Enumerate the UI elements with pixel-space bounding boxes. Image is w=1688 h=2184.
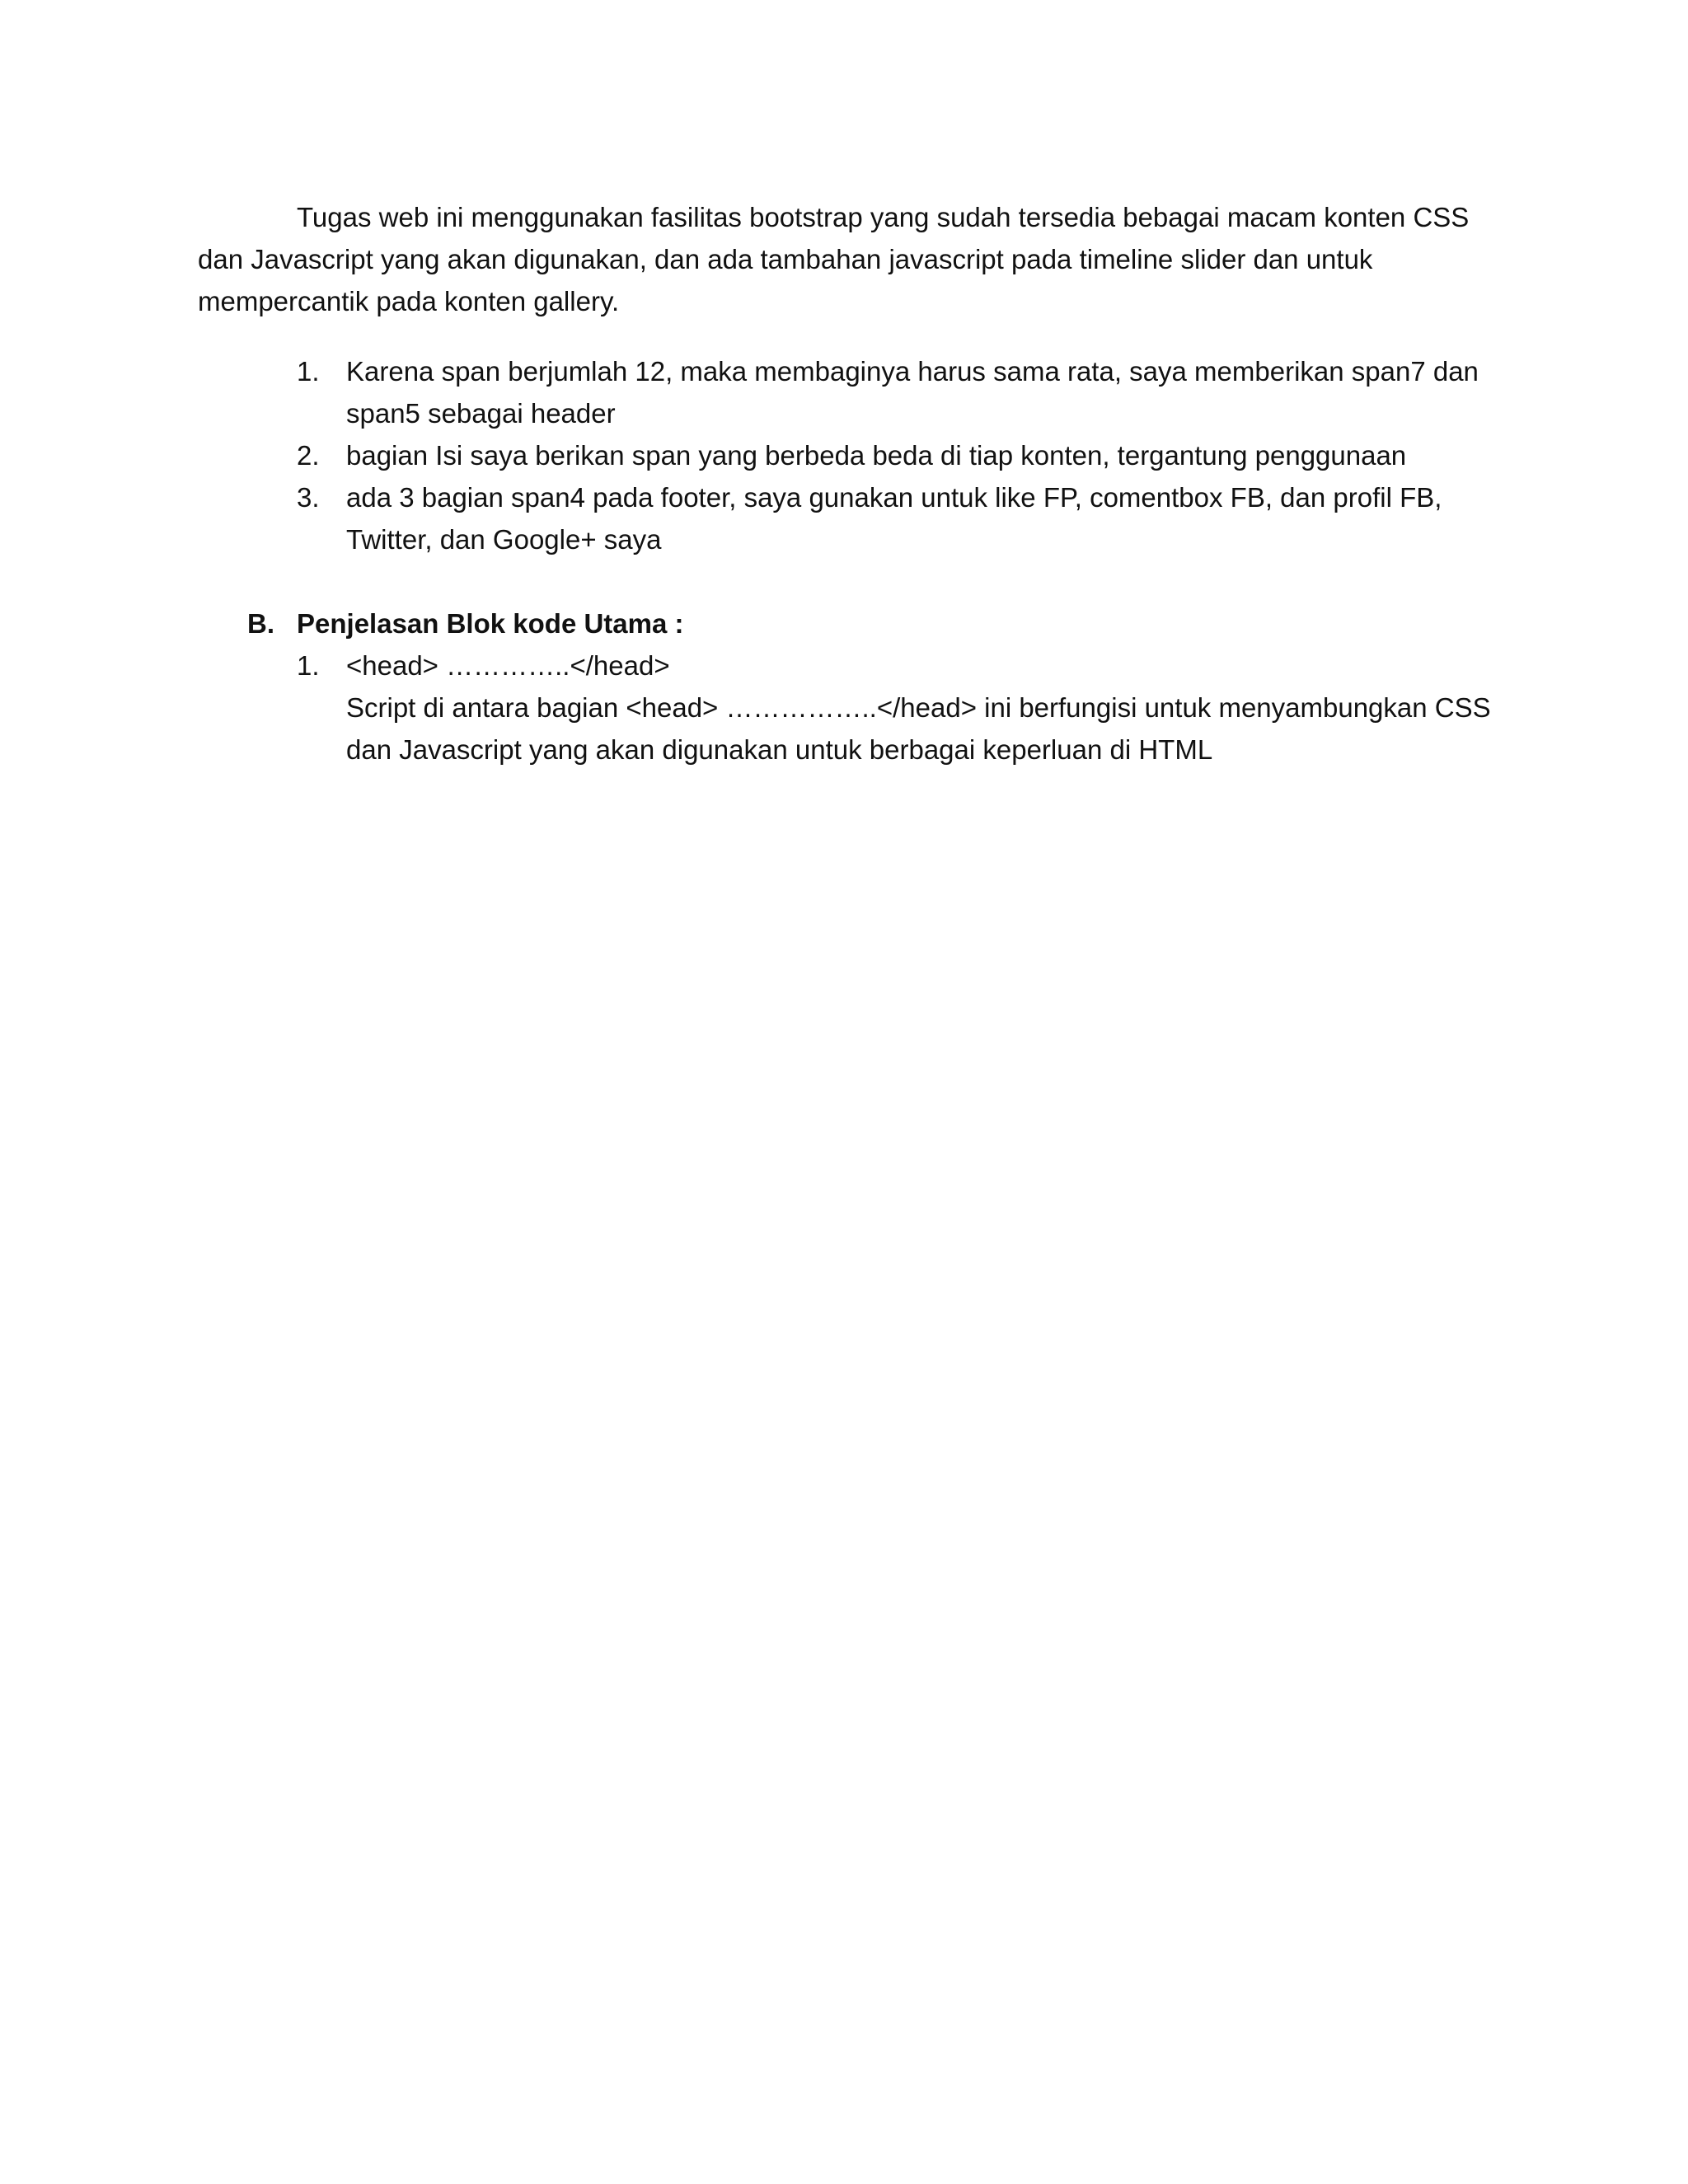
list-item (198, 350, 1500, 434)
list-item-text: ada 3 bagian span4 pada footer, saya gunakan untuk like FP, comentbox FB, dan profil FB, Twitter, dan Google+ saya (346, 482, 1442, 555)
section-item-number: 1. (297, 650, 320, 681)
list-item-text: bagian Isi saya berikan span yang berbeda beda di tiap konten, tergantung penggunaan (346, 440, 1407, 471)
section-list-item (198, 644, 1500, 771)
list-item-number: 3. (297, 482, 320, 513)
section-item-title: <head> …………..</head> (346, 650, 670, 681)
section-letter: B. (247, 608, 274, 639)
list-item (198, 434, 1500, 476)
section-title: Penjelasan Blok kode Utama : (297, 608, 684, 639)
section-b (198, 602, 1500, 771)
numbered-list (198, 350, 1500, 560)
section-heading (198, 602, 1500, 644)
list-item-number: 1. (297, 356, 320, 387)
list-item (198, 476, 1500, 560)
document-content (198, 196, 1500, 771)
list-item-number: 2. (297, 440, 320, 471)
section-item-body: Script di antara bagian <head> ……………..</head> ini berfungisi untuk menyambungkan CSS dan Javascript yang akan digunakan untuk berbagai keperluan di HTML (346, 692, 1491, 765)
section-list (198, 644, 1500, 771)
intro-paragraph: Tugas web ini menggunakan fasilitas bootstrap yang sudah tersedia bebagai macam konten CSS dan Javascript yang akan digunakan, dan ada tambahan javascript pada timeline slider dan untuk mempercantik pada konten gallery. (198, 202, 1470, 316)
list-item-text: Karena span berjumlah 12, maka membaginya harus sama rata, saya memberikan span7 dan span5 sebagai header (346, 356, 1479, 429)
